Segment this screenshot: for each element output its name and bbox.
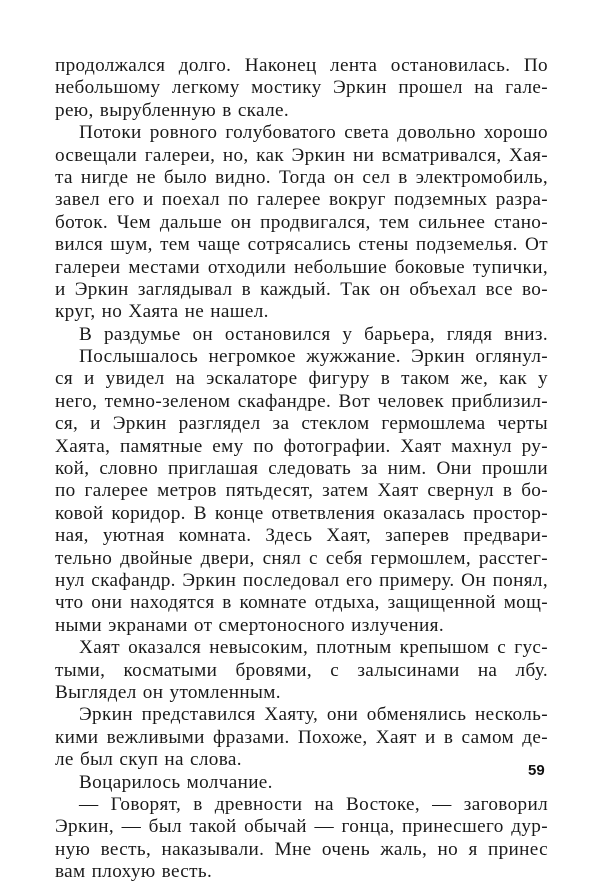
text-line: Выглядел он утомленным. — [55, 681, 281, 703]
text-line: освещали галереи, но, как Эркин ни всматривался, Хая- — [55, 144, 548, 166]
text-line: небольшому легкому мостику Эркин прошел на гале- — [55, 77, 548, 99]
text-line: ле был скуп на слова. — [55, 749, 242, 771]
text-line: Послышалось негромкое жужжание. Эркин оглянул- — [79, 346, 548, 368]
text-line: Хаята, памятные ему по фотографии. Хаят махнул ру- — [55, 435, 548, 457]
text-line: ся и увидел на эскалаторе фигуру в таком же, как у — [55, 368, 548, 390]
text-line: него, темно-зеленом скафандре. Вот человек приблизил- — [55, 390, 548, 412]
text-line: галереи местами отходили небольшие боковые тупички, — [55, 256, 548, 278]
text-line: Хаят оказался невысоким, плотным крепышом с гус- — [79, 637, 548, 659]
text-line: ся, и Эркин разглядел за стеклом гермошлема черты — [55, 413, 548, 435]
text-line: продолжался долго. Наконец лента остановилась. По — [55, 55, 548, 76]
text-line: ную весть, наказывали. Мне очень жаль, но я принес — [55, 838, 548, 860]
text-line: рею, вырубленную в скале. — [55, 99, 290, 121]
text-line: — Говорят, в древности на Востоке, — заговорил — [79, 793, 548, 815]
text-line: ная, уютная комната. Здесь Хаят, заперев предвари- — [55, 525, 548, 547]
text-line: Воцарилось молчание. — [79, 771, 273, 793]
text-line: кой, словно приглашая следовать за ним. Они прошли — [55, 458, 548, 480]
text-line: вился шум, тем чаще сотрясались стены подземелья. От — [55, 234, 548, 256]
text-line: Эркин, — был такой обычай — гонца, принесшего дур- — [55, 816, 548, 838]
text-line: ными экранами от смертоносного излучения. — [55, 614, 444, 636]
text-line: Потоки ровного голубоватого света довольно хорошо — [79, 122, 548, 144]
text-line: ковой коридор. В конце ответвления оказалась простор- — [55, 502, 548, 524]
text-line: завел его и поехал по галерее вокруг подземных разра- — [55, 189, 548, 211]
book-page-text — [55, 55, 548, 883]
text-line: нул скафандр. Эркин последовал его примеру. Он понял, — [55, 569, 548, 591]
page-number: 59 — [528, 762, 545, 779]
text-line: тыми, косматыми бровями, с залысинами на лбу. — [55, 659, 548, 681]
text-line: В раздумье он остановился у барьера, глядя вниз. — [79, 323, 548, 345]
text-line: та нигде не было видно. Тогда он сел в электромобиль, — [55, 166, 548, 188]
text-line: круг, но Хаята не нашел. — [55, 301, 269, 323]
text-line: что они находятся в комнате отдыха, защищенной мощ- — [55, 592, 548, 614]
text-line: Эркин представился Хаяту, они обменялись несколь- — [79, 704, 548, 726]
text-line: по галерее метров пятьдесят, затем Хаят свернул в бо- — [55, 480, 548, 502]
text-line: вам плохую весть. — [55, 861, 213, 883]
text-line: кими вежливыми фразами. Похоже, Хаят и в самом де- — [55, 726, 548, 748]
text-line: тельно двойные двери, снял с себя гермошлем, расстег- — [55, 547, 548, 569]
text-line: боток. Чем дальше он продвигался, тем сильнее стано- — [55, 211, 548, 233]
text-line: и Эркин заглядывал в каждый. Так он объехал все во- — [55, 278, 548, 300]
